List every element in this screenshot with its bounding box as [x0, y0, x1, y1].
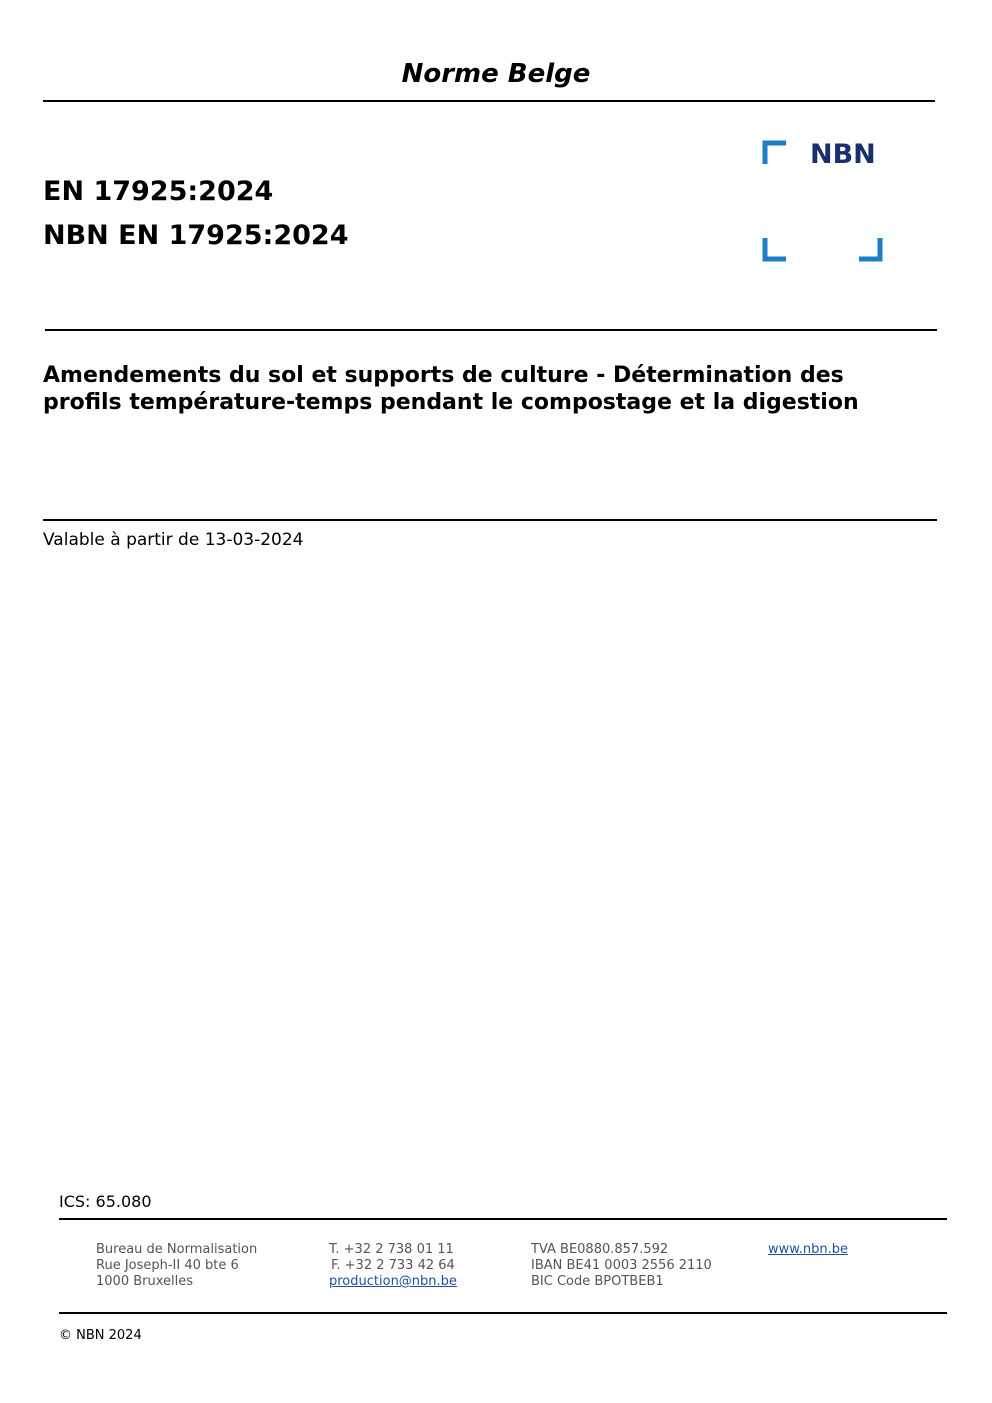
footer-contact — [329, 1242, 457, 1290]
header-title: Norme Belge — [401, 59, 591, 89]
section-divider-middle — [43, 519, 937, 521]
address-line: Bureau de Normalisation — [96, 1242, 258, 1257]
bic-code: BIC Code BPOTBEB1 — [531, 1274, 664, 1289]
section-divider-top — [45, 329, 937, 331]
fax-number: F. +32 2 733 42 64 — [331, 1258, 455, 1273]
nbn-logo — [762, 140, 886, 264]
footer-address — [96, 1242, 257, 1290]
address-line: Rue Joseph-II 40 bte 6 — [96, 1258, 239, 1273]
document-title: Amendements du sol et supports de culture - Détermination des profils température-temps pendant le compostage et la digestion — [43, 363, 859, 415]
footer-web — [768, 1242, 848, 1258]
footer-banking — [531, 1242, 712, 1290]
footer-divider-bottom — [59, 1312, 947, 1314]
address-line: 1000 Bruxelles — [96, 1274, 194, 1289]
en-standard-code: EN 17925:2024 — [43, 176, 274, 207]
validity-date: Valable à partir de 13-03-2024 — [43, 530, 304, 550]
vat-number: TVA BE0880.857.592 — [531, 1242, 669, 1257]
logo-text: NBN — [810, 139, 876, 170]
nbn-standard-code: NBN EN 17925:2024 — [43, 220, 349, 251]
footer-divider-top — [59, 1218, 947, 1220]
header-divider — [43, 100, 935, 102]
phone-number: T. +32 2 738 01 11 — [329, 1242, 454, 1257]
ics-code: ICS: 65.080 — [59, 1192, 152, 1211]
email-link[interactable]: production@nbn.be — [329, 1274, 457, 1289]
website-link[interactable]: www.nbn.be — [768, 1242, 848, 1257]
copyright-notice: © NBN 2024 — [59, 1328, 142, 1343]
iban-number: IBAN BE41 0003 2556 2110 — [531, 1258, 712, 1273]
